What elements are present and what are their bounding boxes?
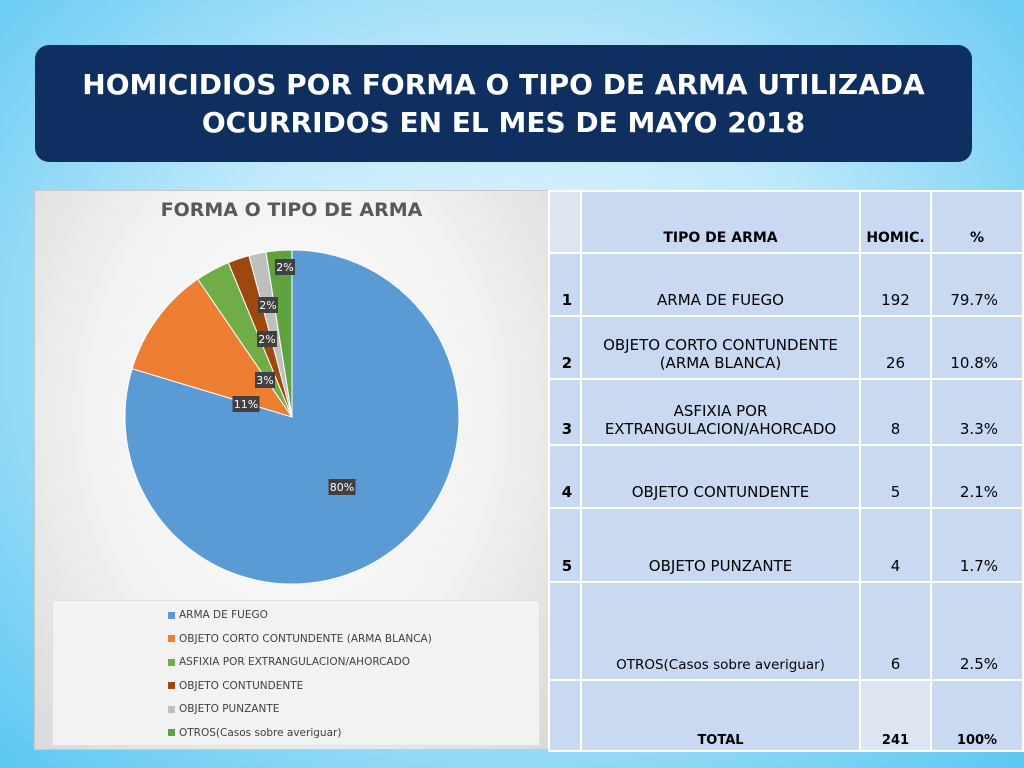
- data-label: [233, 396, 260, 412]
- legend-label: OTROS(Casos sobre averiguar): [179, 726, 342, 739]
- total-pct: 100%: [931, 680, 1023, 751]
- header-index-cell: [549, 191, 581, 253]
- legend-item: [168, 605, 268, 625]
- legend-swatch: [168, 635, 175, 642]
- data-label: [257, 331, 277, 347]
- legend-item: [168, 699, 279, 719]
- legend-item: [168, 723, 341, 743]
- row-type: OBJETO PUNZANTE: [581, 508, 860, 582]
- slide-title-line1: HOMICIDIOS POR FORMA O TIPO DE ARMA UTILIZADA: [82, 67, 925, 101]
- row-index: 3: [549, 379, 581, 445]
- legend-label: OBJETO PUNZANTE: [179, 703, 280, 715]
- row-pct: 2.5%: [931, 582, 1023, 680]
- legend-label: ARMA DE FUEGO: [179, 609, 268, 621]
- row-index: 1: [549, 253, 581, 316]
- data-label-text: 11%: [233, 398, 259, 411]
- table-row: [549, 445, 1023, 508]
- slide-title-line2: OCURRIDOS EN EL MES DE MAYO 2018: [201, 105, 806, 139]
- table-row: [549, 582, 1023, 680]
- row-homic: 5: [860, 445, 931, 508]
- data-label-text: 3%: [256, 374, 274, 387]
- data-label: [329, 479, 356, 495]
- row-homic: 8: [860, 379, 931, 445]
- legend-item: [168, 676, 303, 696]
- row-homic: 26: [860, 316, 931, 379]
- data-label-text: 80%: [329, 481, 355, 494]
- row-type: ARMA DE FUEGO: [581, 253, 860, 316]
- legend-item: [168, 652, 410, 672]
- data-label-text: 2%: [259, 299, 277, 312]
- row-type: OBJETO CORTO CONTUNDENTE (ARMA BLANCA): [581, 316, 860, 379]
- data-label: [275, 259, 295, 275]
- slide-title: [35, 45, 972, 162]
- table-total-row: [549, 680, 1023, 751]
- table-row: [549, 379, 1023, 445]
- row-homic: 4: [860, 508, 931, 582]
- table-row: [549, 253, 1023, 316]
- data-label: [255, 372, 275, 388]
- legend-swatch: [168, 612, 175, 619]
- row-homic: 6: [860, 582, 931, 680]
- legend-label: ASFIXIA POR EXTRANGULACION/AHORCADO: [179, 656, 410, 668]
- table-header-row: [549, 191, 1023, 253]
- row-index: 5: [549, 508, 581, 582]
- row-homic: 192: [860, 253, 931, 316]
- header-type: TIPO DE ARMA: [581, 191, 860, 253]
- legend-swatch: [168, 706, 175, 713]
- row-pct: 2.1%: [931, 445, 1023, 508]
- table-row: [549, 508, 1023, 582]
- data-label-text: 2%: [258, 333, 276, 346]
- row-index: 2: [549, 316, 581, 379]
- row-pct: 79.7%: [931, 253, 1023, 316]
- legend-swatch: [168, 682, 175, 689]
- header-pct: %: [931, 191, 1023, 253]
- row-type: ASFIXIA POR EXTRANGULACION/AHORCADO: [581, 379, 860, 445]
- header-homic: HOMIC.: [860, 191, 931, 253]
- table-row: [549, 316, 1023, 379]
- legend-swatch: [168, 729, 175, 736]
- chart-legend: [52, 600, 540, 746]
- total-label: TOTAL: [581, 680, 860, 751]
- row-pct: 3.3%: [931, 379, 1023, 445]
- legend-label: OBJETO CONTUNDENTE: [179, 679, 304, 692]
- data-label-text: 2%: [276, 261, 294, 274]
- total-homic: 241: [860, 680, 931, 751]
- legend-item: [168, 629, 432, 649]
- row-pct: 10.8%: [931, 316, 1023, 379]
- row-pct: 1.7%: [931, 508, 1023, 582]
- total-index-cell: [549, 680, 581, 751]
- row-type: OTROS(Casos sobre averiguar): [581, 582, 860, 680]
- pie-chart-panel: [34, 190, 549, 750]
- row-index: [549, 582, 581, 680]
- data-label: [258, 297, 278, 313]
- row-index: 4: [549, 445, 581, 508]
- pie-chart: [35, 191, 548, 601]
- legend-swatch: [168, 659, 175, 666]
- row-type: OBJETO CONTUNDENTE: [581, 445, 860, 508]
- legend-label: OBJETO CORTO CONTUNDENTE (ARMA BLANCA): [179, 632, 432, 645]
- weapon-table: [548, 190, 1024, 752]
- chart-title: FORMA O TIPO DE ARMA: [160, 199, 423, 221]
